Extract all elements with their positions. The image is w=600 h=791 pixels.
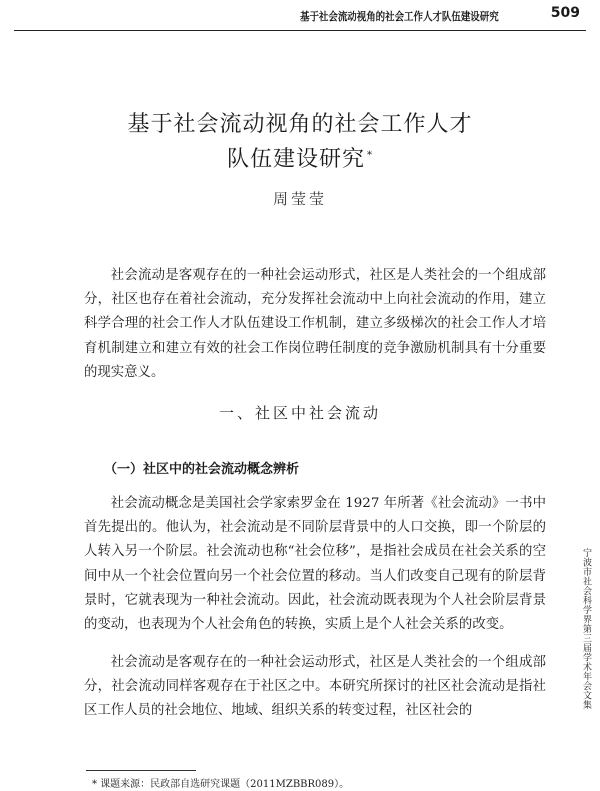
article-title-line-2-text: 队伍建设研究: [226, 147, 365, 172]
body-paragraph-2: 社会流动是客观存在的一种社会运动形式，社区是人类社会的一个组成部分，社会流动同样客观存在于社区之中。本研究所探讨的社区社会流动是指社区工作人员的社会地位、地域、组织关系的转变过程，社区社会的: [84, 655, 546, 719]
running-head: 基于社会流动视角的社会工作人才队伍建设研究: [300, 10, 499, 23]
title-footnote-mark: *: [367, 149, 373, 161]
header-rule: [14, 30, 586, 31]
subsection-heading: （一）社区中的社会流动概念辨析: [104, 462, 300, 477]
body-paragraph-1: 社会流动概念是美国社会学家索罗金在 1927 年所著《社会流动》一书中首先提出的。他认为，社会流动是不同阶层背景中的人口交换，即一个阶层的人转入另一个阶层。社会流动也称“社会位移”，是指社会成员在社会关系的空间中从一个社会位置向另一个社会位置的移动。当人们改变自己现有的阶层背景时，它就表现为一种社会流动。因此，社会流动既表现为个人社会阶层背景的变动，也表现为个人社会角色的转换，实质上是个人社会关系的改变。: [84, 496, 546, 633]
author-name: 周莹莹: [272, 190, 327, 208]
footnote: * 课题来源：民政部自选研究课题（2011MZBBR089）。: [92, 779, 350, 790]
section-heading: 一、社区中社会流动: [218, 404, 381, 422]
footnote-rule: [86, 770, 196, 771]
abstract-paragraph: 社会流动是客观存在的一种社会运动形式，社区是人类社会的一个组成部分，社区也存在着社会流动，充分发挥社会流动中上向社会流动的作用，建立科学合理的社会工作人才队伍建设工作机制，建立多级梯次的社会工作人才培育机制建立和建立有效的社会工作岗位聘任制度的竞争激励机制具有十分重要的现实意义。: [84, 268, 546, 380]
article-title-line-2: [0, 142, 600, 173]
side-collection-label: 宁波市社会科学界第三届学术年会文集: [581, 548, 591, 710]
page-number: 509: [550, 5, 580, 21]
article-title-line-1: 基于社会流动视角的社会工作人才: [127, 112, 473, 137]
